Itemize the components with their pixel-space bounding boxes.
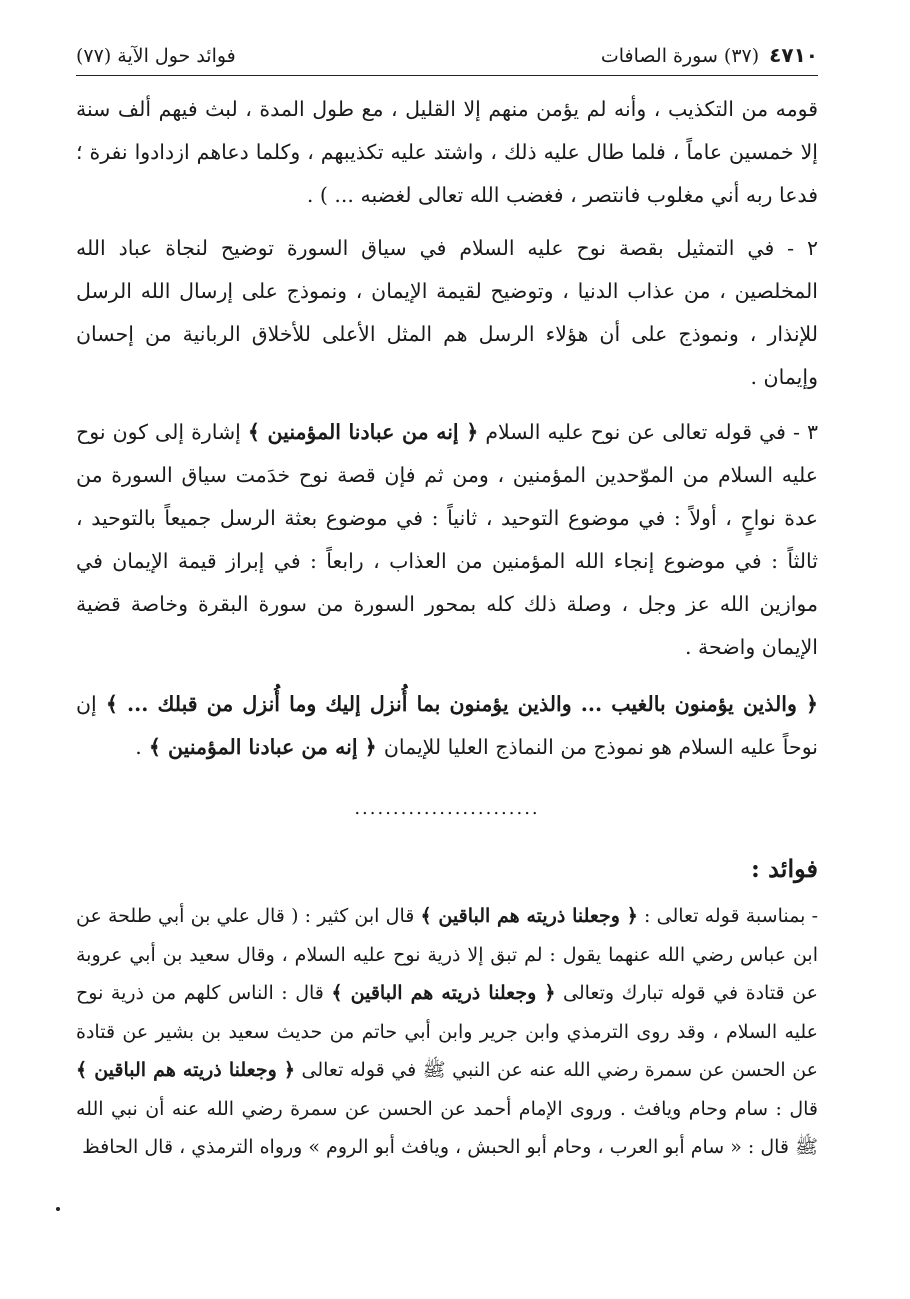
paragraph-4-body: إن نوحاً عليه السلام هو نموذج من النماذج العليا للإيمان [76, 692, 818, 759]
benefit-text-3: قال : سام وحام ويافث . وروى الإمام أحمد عن الحسن عن سمرة رضي الله عنه أن نبي الله ﷺ قال : « سام أبو العرب ، وحام أبو الحبش ، ويافث أبو الروم » ورواه الترمذي ، قال الحافظ [76, 1097, 818, 1158]
book-page [76, 42, 818, 1167]
benefit-paragraph [76, 897, 818, 1167]
paragraph-1: قومه من التكذيب ، وأنه لم يؤمن منهم إلا القليل ، مع طول المدة ، لبث فيهم ألف سنة إلا خمسين عاماً ، فلما طال عليه ذلك ، واشتد عليه تكذيبهم ، وكلما دعاهم ازدادوا نفرة ؛ فدعا ربه أني مغلوب فانتصر ، فغضب الله تعالى لغضبه ... ) . [76, 97, 818, 207]
surah-label: (٣٧) سورة الصافات [600, 45, 760, 67]
margin-dot [56, 1207, 60, 1211]
dotted-separator: ........................ [354, 798, 540, 819]
paragraph-3-body: إشارة إلى كون نوح عليه السلام من الموّحدين المؤمنين ، ومن ثم فإن قصة نوح خدَمت سياق السورة من عدة نواحٍ ، أولاً : في موضوع التوحيد ، ثانياً : في موضوع بعثة الرسل جميعاً بالتوحيد ، ثالثاً : في موضوع إنجاء الله المؤمنين من العذاب ، رابعاً : في إبراز قيمة الإيمان في موازين الله عز وجل ، وصلة ذلك كله بمحور السورة من سورة البقرة وخاصة قضية الإيمان واضحة . [76, 420, 818, 659]
benefits-text [76, 897, 818, 1167]
quran-quote: ﴿ وجعلنا ذريته هم الباقين ﴾ [331, 982, 556, 1004]
running-header [76, 42, 818, 76]
quran-quote: ﴿ والذين يؤمنون بالغيب ... والذين يؤمنون بما أُنزل إليك وما أُنزل من قبلك ... ﴾ [105, 692, 819, 716]
paragraph-3-lead: ٣ - في قوله تعالى عن نوح عليه السلام [485, 420, 818, 444]
paragraph-4-end: . [135, 735, 142, 759]
quran-quote: ﴿ وجعلنا ذريته هم الباقين ﴾ [76, 1059, 295, 1081]
paragraph-3 [76, 411, 818, 669]
section-title: فوائد : [750, 854, 818, 883]
section-label: فوائد حول الآية (٧٧) [76, 45, 236, 67]
quran-quote: ﴿ إنه من عبادنا المؤمنين ﴾ [247, 420, 479, 444]
paragraph-2: ٢ - في التمثيل بقصة نوح عليه السلام في سياق السورة توضيح لنجاة عباد الله المخلصين ، من عذاب الدنيا ، وتوضيح لقيمة الإيمان ، ونموذج على إرسال الله الرسل للإنذار ، ونموذج على أن هؤلاء الرسل هم المثل الأعلى للأخلاق الربانية من إحسان وإيمان . [76, 236, 818, 389]
benefit-lead: - بمناسبة قوله تعالى : [644, 905, 818, 927]
page-number: ٤٧١٠ [769, 43, 818, 67]
main-text [76, 88, 818, 769]
header-right-group [601, 42, 818, 69]
quran-quote: ﴿ إنه من عبادنا المؤمنين ﴾ [148, 735, 377, 759]
benefit-text-2: قال : الناس كلهم من ذرية نوح عليه السلام ، وقد روى الترمذي وابن جرير وابن أبي حاتم من حديث سعيد بن بشير عن قتادة عن الحسن عن سمرة رضي الله عنه عن النبي ﷺ في قوله تعالى [76, 982, 818, 1081]
paragraph-4 [76, 683, 818, 769]
quran-quote: ﴿ وجعلنا ذريته هم الباقين ﴾ [420, 905, 638, 927]
benefit-text-1: قال ابن كثير : ( قال علي بن أبي طلحة عن ابن عباس رضي الله عنهما يقول : لم تبق إلا ذرية نوح عليه السلام ، وقال سعيد بن أبي عروبة عن قتادة في قوله تبارك وتعالى [76, 905, 818, 1004]
